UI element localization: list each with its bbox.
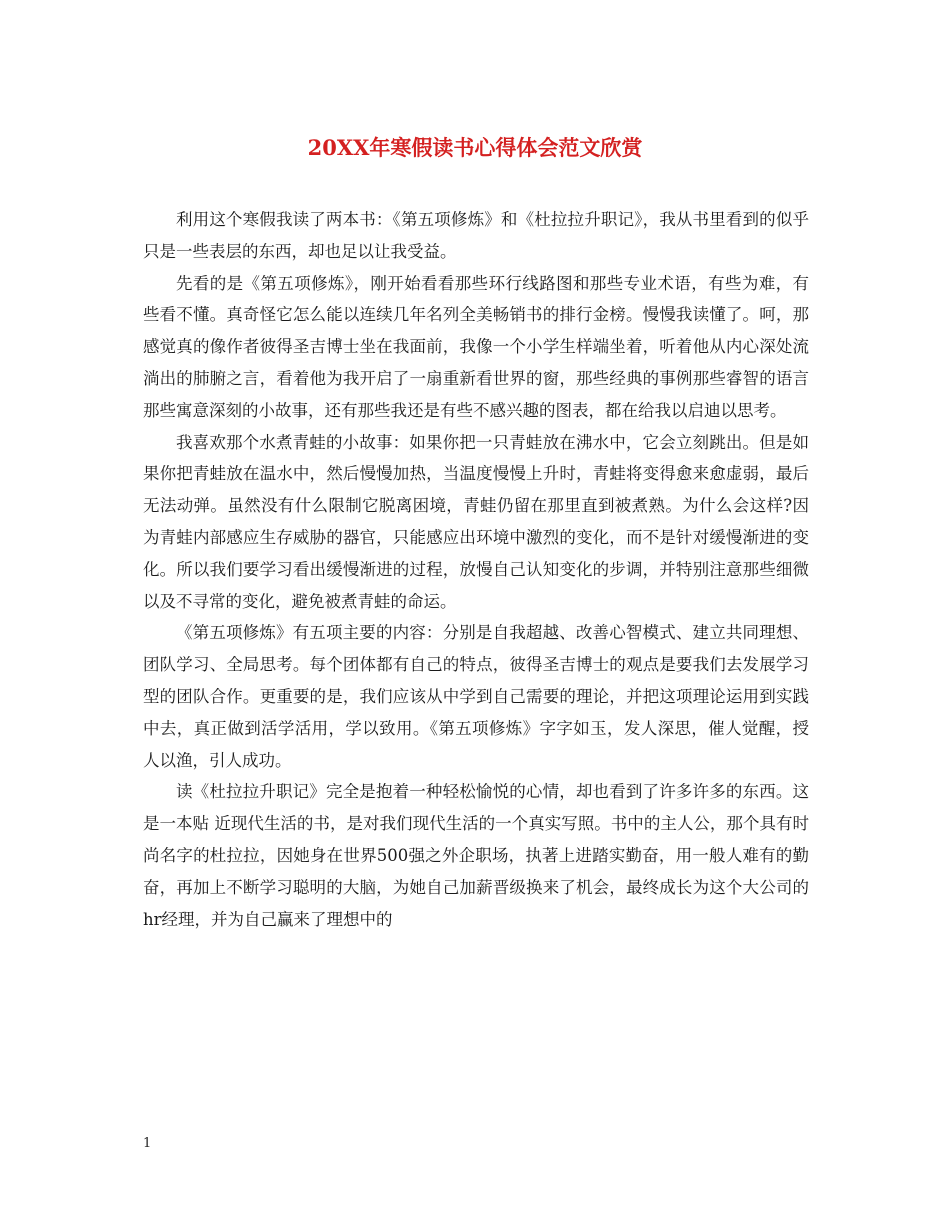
document-title: 20XX年寒假读书心得体会范文欣赏	[307, 135, 643, 160]
paragraph-3: 我喜欢那个水煮青蛙的小故事：如果你把一只青蛙放在沸水中，它会立刻跳出。但是如果你把青蛙放在温水中，然后慢慢加热，当温度慢慢上升时，青蛙将变得愈来愈虚弱，最后无法动弹。虽然没有什么限制它脱离困境，青蛙仍留在那里直到被煮熟。为什么会这样?因为青蛙内部感应生存威胁的器官，只能感应出环境中激烈的变化，而不是针对缓慢渐进的变化。所以我们要学习看出缓慢渐进的过程，放慢自己认知变化的步调，并特别注意那些细微以及不寻常的变化，避免被煮青蛙的命运。	[143, 432, 809, 611]
page-number: 1	[143, 1136, 152, 1151]
paragraph-4: 《第五项修炼》有五项主要的内容：分别是自我超越、改善心智模式、建立共同理想、团队学习、全局思考。每个团体都有自己的特点，彼得圣吉博士的观点是要我们去发展学习型的团队合作。更重要的是，我们应该从中学到自己需要的理论，并把这项理论运用到实践中去，真正做到活学活用，学以致用。《第五项修炼》字字如玉，发人深思，催人觉醒，授人以渔，引人成功。	[143, 623, 809, 770]
paragraph-5: 读《杜拉拉升职记》完全是抱着一种轻松愉悦的心情，却也看到了许多许多的东西。这是一本贴 近现代生活的书，是对我们现代生活的一个真实写照。书中的主人公，那个具有时尚名字的杜拉拉，因她身在世界500强之外企职场，执著上进踏实勤奋，用一般人难有的勤奋，再加上不断学习聪明的大脑，为她自己加薪晋级换来了机会，最终成长为这个大公司的hr经理，并为自己赢来了理想中的	[143, 782, 809, 929]
document-body	[143, 204, 809, 935]
paragraph-1: 利用这个寒假我读了两本书：《第五项修炼》和《杜拉拉升职记》，我从书里看到的似乎只是一些表层的东西，却也足以让我受益。	[143, 210, 809, 261]
paragraph-2: 先看的是《第五项修炼》，刚开始看看那些环行线路图和那些专业术语，有些为难，有些看不懂。真奇怪它怎么能以连续几年名列全美畅销书的排行金榜。慢慢我读懂了。呵，那感觉真的像作者彼得圣吉博士坐在我面前，我像一个小学生样端坐着，听着他从内心深处流淌出的肺腑之言，看着他为我开启了一扇重新看世界的窗，那些经典的事例那些睿智的语言那些寓意深刻的小故事，还有那些我还是有些不感兴趣的图表，都在给我以启迪以思考。	[143, 273, 809, 420]
